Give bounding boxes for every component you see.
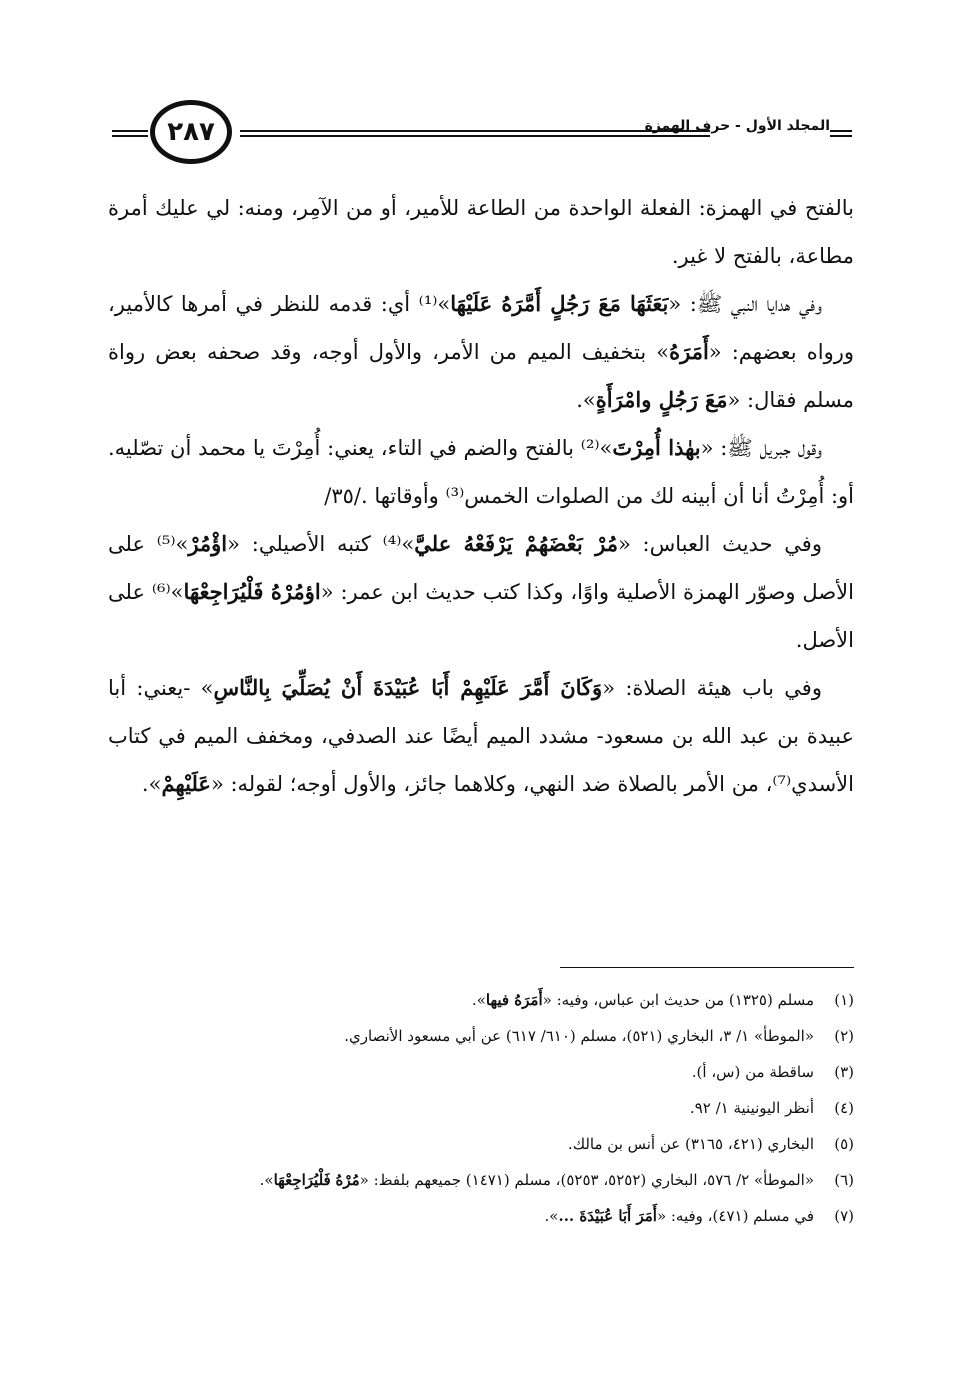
line-text: »⁽¹⁾ أي: قدمه للنظر <box>271 292 451 316</box>
quoted-hadith-text: اؤْمُرْ <box>188 531 228 556</box>
footnote-separator <box>560 967 854 968</box>
header-rule <box>240 135 710 137</box>
footnote-number: (١) <box>834 991 854 1009</box>
quoted-hadith-text: فَلْيُرَاجِعْهَا <box>273 1171 331 1189</box>
line-text: البخاري (٤٢١، ٣١٦٥) عن أنس بن مالك. <box>567 1135 814 1153</box>
paragraph <box>108 184 854 280</box>
footnotes <box>108 982 854 1234</box>
line-text: أُمِرْتَ يا محمد أن تصّليه. أو: أُمِرْتُ أنا أن أبينه لك من الصلوات <box>108 436 854 508</box>
footnote-text <box>108 1162 814 1198</box>
footnote <box>108 1018 854 1054</box>
footnote-number: (٤) <box>834 1099 854 1117</box>
quoted-hadith-text: بهٰذا أُمِرْتَ <box>612 435 701 460</box>
line-text: »⁽⁶⁾ على الأصل. <box>108 580 854 652</box>
footnote <box>108 982 854 1018</box>
quoted-hadith-text: اؤمُرْهُ فَلْيُرَاجِعْهَا <box>183 579 321 604</box>
line-text: ». <box>576 388 596 412</box>
line-text: » بتخفيف الميم من الأمر، والأول <box>368 340 670 364</box>
header-rule <box>240 130 710 132</box>
quoted-hadith-text: وَكَانَ أَمَّرَ عَلَيْهِمْ أَبَا عُبَيْدَةَ أَنْ يُصَلِّيَ بِالنَّاسِ <box>213 675 603 700</box>
line-text: في مسلم (٤٧١)، وفيه: « <box>656 1207 814 1225</box>
line-text: -يعني: أبا عبيدة بن عبد الله بن مسعود- مشدد الميم أيضًا عند الصدفي، <box>108 676 854 748</box>
line-text: وكلاهما جائز، والأول أوجه؛ لقوله: « <box>210 772 516 796</box>
page-header <box>112 100 852 170</box>
line-text: وقول جبريل ﷺ: « <box>700 436 822 460</box>
footnote-text <box>108 1198 814 1234</box>
footnote-number: (٣) <box>834 1063 854 1081</box>
line-text: «الموطأ» ١/ ٣، البخاري (٥٢١)، مسلم (٦١٠/ ٦١٧) عن أبي مسعود الأنصاري. <box>344 1027 814 1045</box>
footnote <box>108 1162 854 1198</box>
line-text: »⁽²⁾ بالفتح والضم في التاء، يعني: <box>327 436 613 460</box>
paragraph <box>108 280 854 424</box>
running-title: المجلد الأول - حرف الهمزة <box>644 118 830 134</box>
quoted-hadith-text: أَمَرَ أَبَا عُبَيْدَةَ ... <box>558 1207 657 1225</box>
line-text: مسلم (١٣٢٥) من حديث ابن عباس، وفيه: « <box>542 991 814 1009</box>
line-text: عليك أمرة مطاعة، بالفتح لا غير. <box>108 196 854 268</box>
line-text: ابن عمر: « <box>320 580 419 604</box>
line-text: وفي هدايا النبي ﷺ: « <box>668 292 823 316</box>
quoted-hadith-text: بَعَثَهَا مَعَ رَجُلٍ أَمَّرَهُ عَلَيْهَا <box>450 291 669 316</box>
header-rule <box>830 135 852 137</box>
line-text: الخمس⁽³⁾ وأوقاتها ./٣٥/ <box>324 484 529 508</box>
line-text: أنظر اليونينية ١/ ٩٢. <box>689 1099 814 1117</box>
line-text: ». <box>259 1171 274 1189</box>
main-text <box>108 184 854 808</box>
footnote-text <box>108 1018 814 1054</box>
quoted-hadith-text: عَلَيْهِمْ <box>161 771 211 796</box>
footnote-number: (٥) <box>834 1135 854 1153</box>
quoted-hadith-text: مُرْ بَعْضَهُمْ يَرْفَعْهُ عليَّ <box>414 531 618 556</box>
header-rule <box>112 135 148 137</box>
paragraph <box>108 520 854 664</box>
footnote <box>108 1198 854 1234</box>
page-number: ٢٨٧ <box>150 100 232 164</box>
footnote-number: (٧) <box>834 1207 854 1225</box>
footnote <box>108 1126 854 1162</box>
footnote-number: (٦) <box>834 1171 854 1189</box>
line-text: ومخفف الميم في كتاب الأسدي⁽⁷⁾، من الأمر بالصلاة ضد النهي، <box>108 724 854 796</box>
footnote-text <box>108 1054 814 1090</box>
footnote <box>108 1054 854 1090</box>
line-text: ». <box>471 991 486 1009</box>
quoted-hadith-text: أَمَرَهُ <box>669 339 709 364</box>
line-text: «الموطأ» ٢/ ٥٧٦، البخاري (٥٢٥٢، ٥٢٥٣)، مسلم (١٤٧١) جميعهم بلفظ: « <box>359 1171 814 1189</box>
line-text: في أمرها كالأمير، ورواه بعضهم: « <box>108 292 854 364</box>
footnote-number: (٢) <box>834 1027 854 1045</box>
footnote <box>108 1090 854 1126</box>
header-rule <box>830 130 852 132</box>
line-text: ». <box>141 772 162 796</box>
line-text: »⁽⁵⁾ على الأصل وصوّر الهمزة الأصلية واوًا، وكذا كتب حديث <box>108 532 854 604</box>
paragraph <box>108 664 854 808</box>
line-text: » <box>200 676 214 700</box>
header-rule <box>112 130 148 132</box>
line-text: بالفتح في الهمزة: الفعلة الواحدة من الطاعة للأمير، أو من الآمِر، ومنه: لي <box>206 196 854 220</box>
paragraph <box>108 424 854 520</box>
footnote-text <box>108 982 814 1018</box>
line-text: أوجه، وقد صحفه بعض رواة مسلم فقال: « <box>108 340 854 412</box>
line-text: وفي حديث العباس: « <box>617 532 822 556</box>
line-text: « <box>227 532 240 556</box>
line-text: »⁽⁴⁾ كتبه الأصيلي: <box>251 532 415 556</box>
line-text: ساقطة من (س، أ). <box>691 1063 814 1081</box>
line-text: ». <box>544 1207 559 1225</box>
footnote-text <box>108 1090 814 1126</box>
quoted-hadith-text: مُرْهُ <box>335 1171 360 1189</box>
line-text: وفي باب هيئة الصلاة: « <box>602 676 822 700</box>
quoted-hadith-text: مَعَ رَجُلٍ وامْرَأَةٍ <box>595 387 728 412</box>
footnote-text <box>108 1126 814 1162</box>
quoted-hadith-text: أَمَرَهُ فيها <box>485 991 543 1009</box>
